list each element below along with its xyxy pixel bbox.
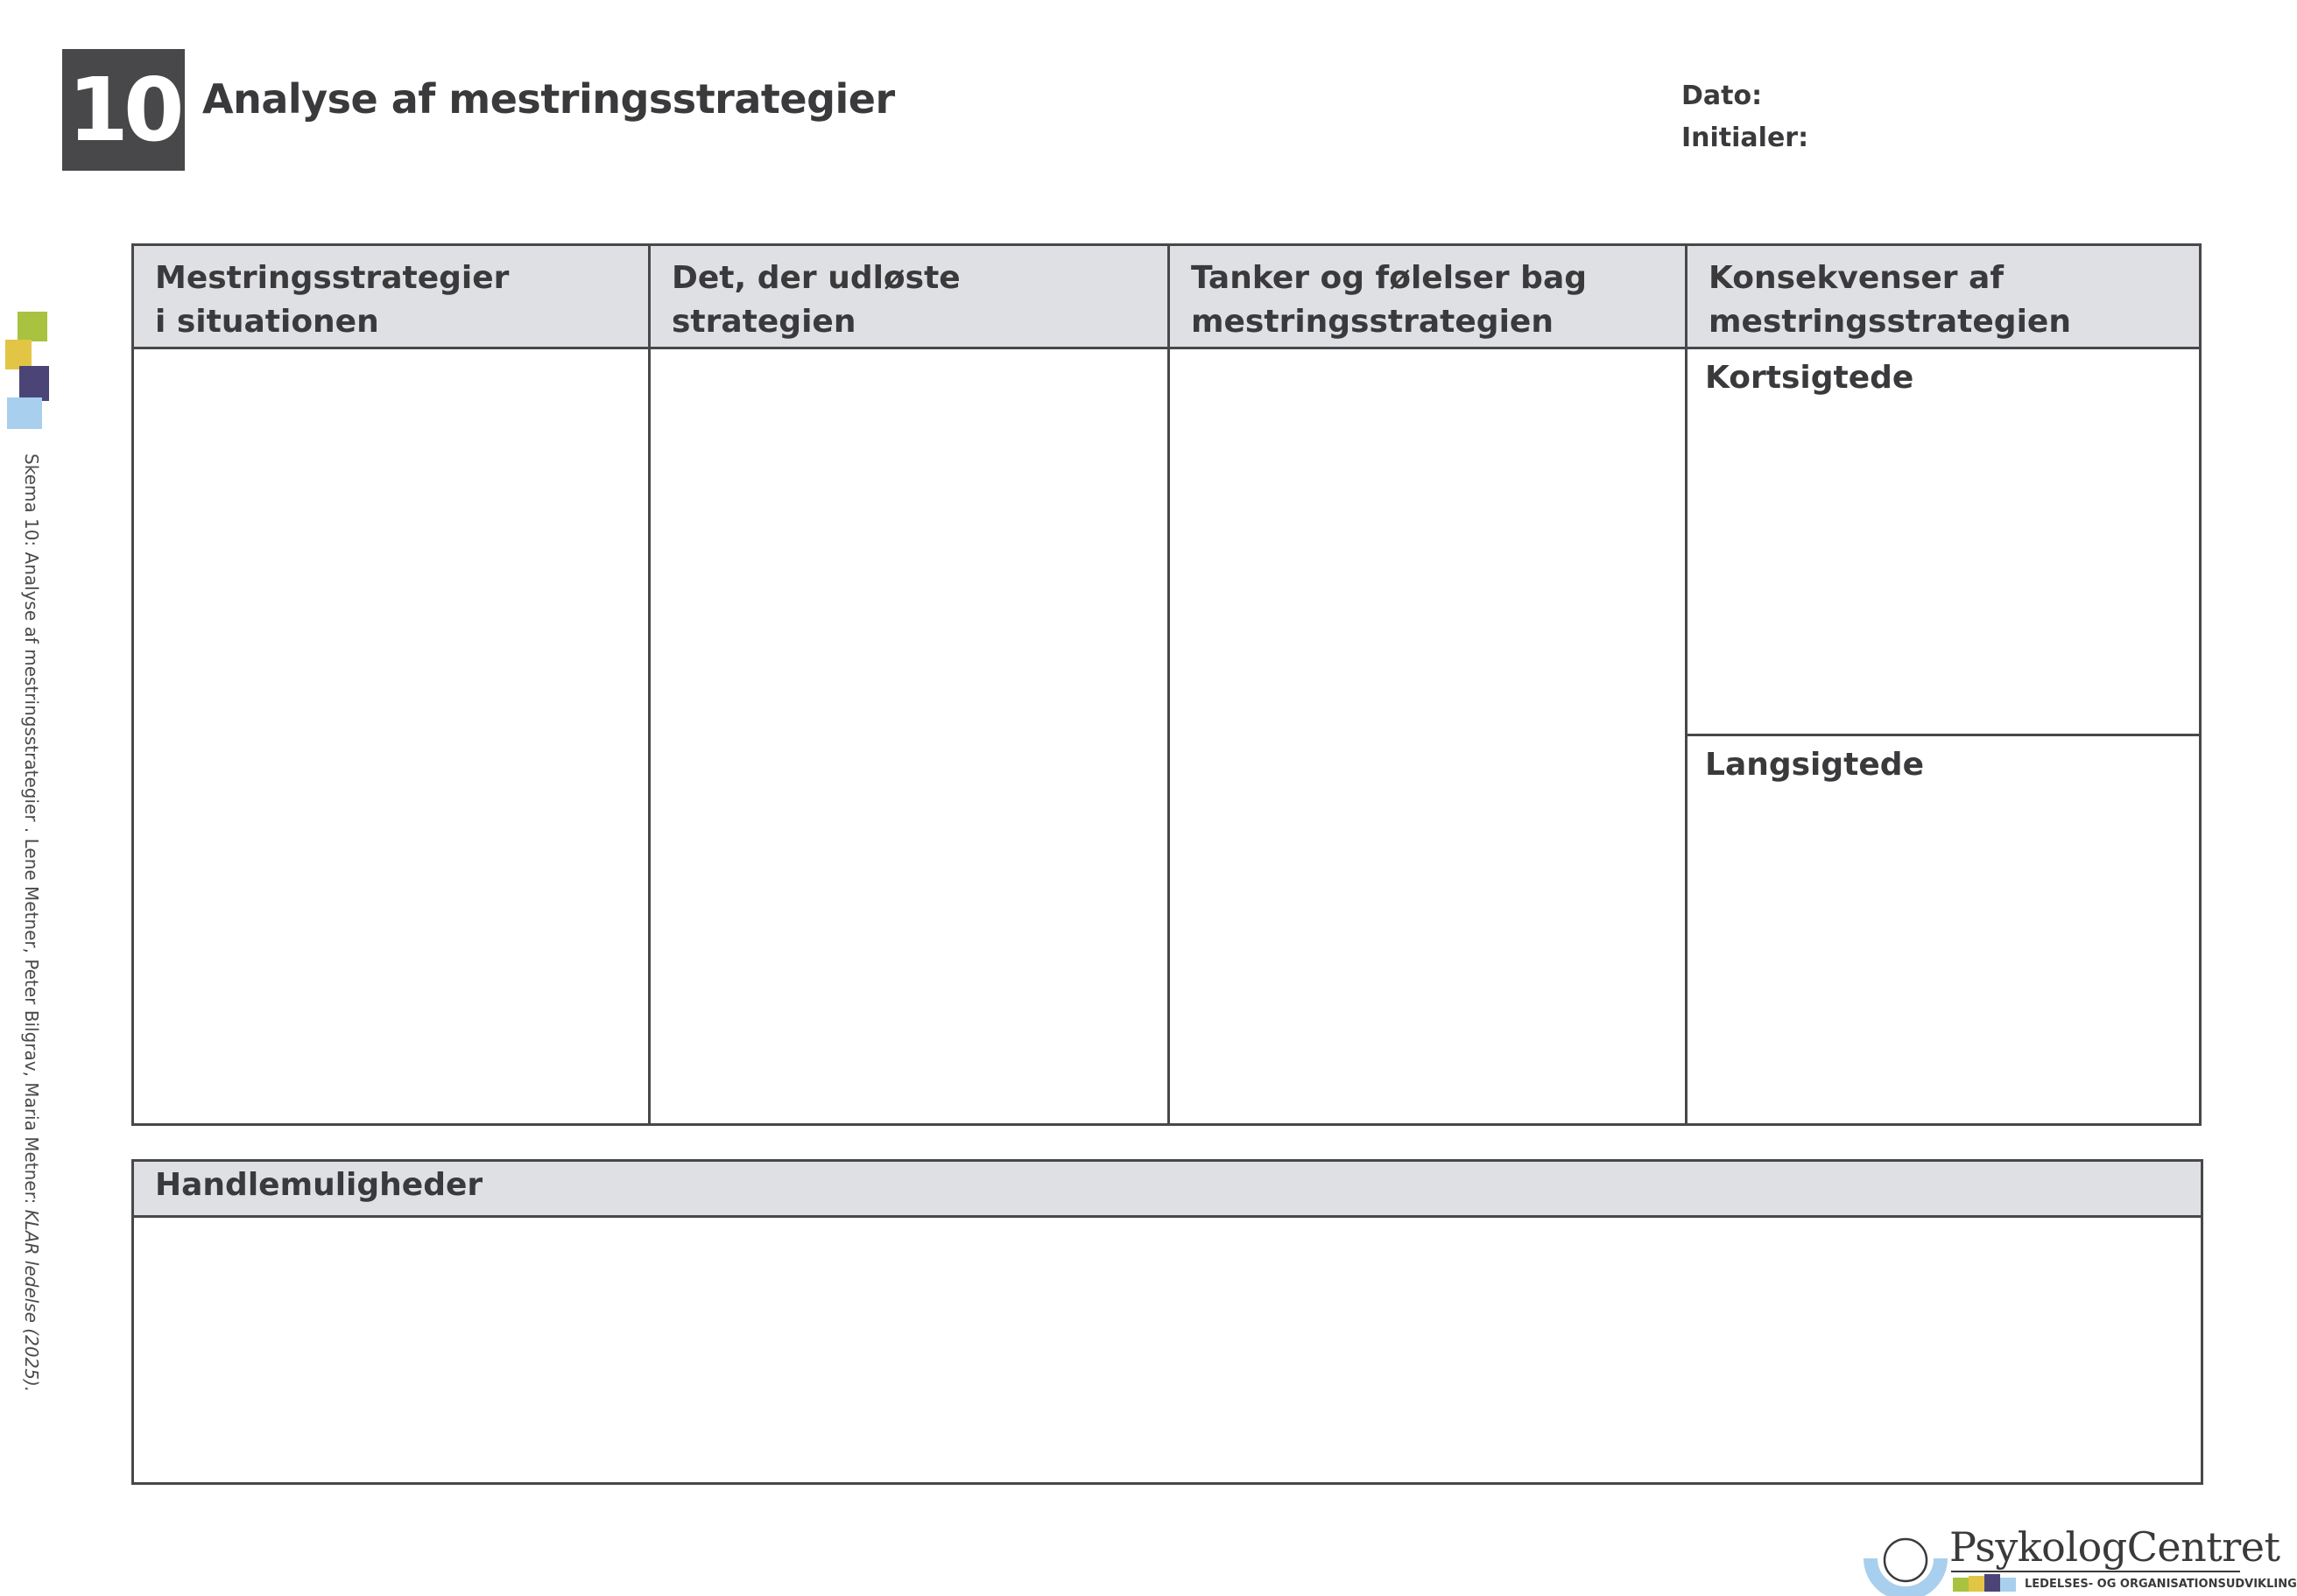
column-header-strategies: Mestringsstrategier i situationen [134, 246, 651, 349]
schema-number: 10 [62, 49, 185, 171]
trigger-cell[interactable] [651, 349, 1170, 1123]
short-term-label: Kortsigtede [1705, 360, 1914, 396]
strategy-table [131, 243, 2202, 1126]
psykologcentret-logo [1862, 1523, 2297, 1596]
column-header-consequences: Konsekvenser af mestringsstrategien [1688, 246, 2199, 349]
initials-label: Initialer: [1681, 123, 1809, 153]
consequences-cell [1688, 349, 2199, 1123]
column-header-thoughts: Tanker og følelser bag mestringsstrategien [1170, 246, 1688, 349]
brand-subtitle: LEDELSES- OG ORGANISATIONSUDVIKLING [2025, 1578, 2297, 1591]
action-options-box [131, 1159, 2203, 1485]
brand-divider [1951, 1571, 2240, 1572]
citation-italic: KLAR ledelse (2025). [21, 1209, 42, 1393]
thoughts-cell[interactable] [1170, 349, 1688, 1123]
ring-icon [1862, 1523, 1946, 1596]
action-options-area[interactable] [134, 1218, 2201, 1482]
short-term-cell[interactable] [1688, 349, 2199, 736]
klar-logo [5, 306, 49, 429]
action-options-title: Handlemuligheder [134, 1162, 2201, 1218]
citation-text [12, 453, 42, 1393]
citation-main: Skema 10: Analyse af mestringsstrategier . Lene Metner, Peter Bilgrav, Maria Metner: [21, 453, 42, 1210]
long-term-cell[interactable] [1688, 736, 2199, 1123]
column-header-trigger: Det, der udløste strategien [651, 246, 1170, 349]
page-title: Analyse af mestringsstrategier [202, 75, 895, 123]
strategies-cell[interactable] [134, 349, 651, 1123]
long-term-label: Langsigtede [1705, 747, 1924, 783]
date-label: Dato: [1681, 81, 1763, 111]
brand-name: PsykologCentret [1949, 1523, 2280, 1571]
klar-mini-icon [1953, 1574, 2019, 1593]
